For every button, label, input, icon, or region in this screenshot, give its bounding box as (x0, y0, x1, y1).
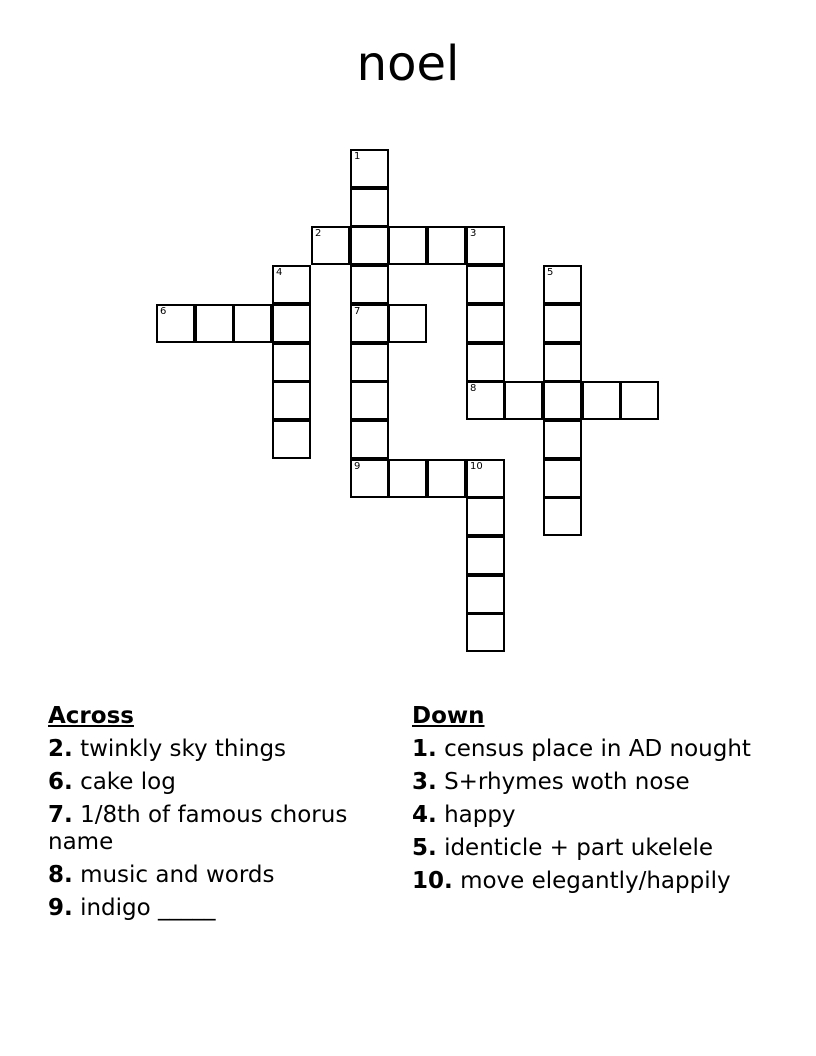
down-clue-3: 3. S+rhymes woth nose (412, 769, 690, 795)
clue-number: 1 (354, 151, 361, 162)
grid-cell[interactable] (388, 304, 427, 343)
grid-cell[interactable] (272, 381, 311, 420)
grid-cell[interactable] (350, 265, 389, 304)
grid-cell[interactable] (388, 459, 427, 498)
grid-cell[interactable] (466, 536, 505, 575)
across-clue-8: 8. music and words (48, 862, 275, 888)
clue-number: 8 (470, 383, 477, 394)
grid-cell[interactable] (350, 420, 389, 459)
grid-cell[interactable] (543, 304, 582, 343)
grid-cell[interactable] (388, 226, 427, 265)
across-clue-2: 2. twinkly sky things (48, 736, 287, 762)
down-clue-4: 4. happy (412, 802, 516, 828)
grid-cell[interactable] (466, 304, 505, 343)
grid-cell[interactable] (543, 420, 582, 459)
across-clue-7: 7. 1/8th of famous chorus name (48, 802, 348, 855)
grid-cell[interactable] (427, 226, 466, 265)
clue-number: 6 (160, 306, 167, 317)
page-title: noel (356, 36, 460, 92)
across-clue-9: 9. indigo _____ (48, 895, 216, 921)
down-clue-1: 1. census place in AD nought (412, 736, 751, 762)
grid-cell[interactable] (466, 343, 505, 382)
clue-number: 5 (547, 267, 554, 278)
grid-cell[interactable] (272, 343, 311, 382)
clue-number: 7 (354, 306, 361, 317)
grid-cell[interactable] (582, 381, 621, 420)
down-clue-10: 10. move elegantly/happily (412, 868, 731, 894)
clue-number: 10 (470, 461, 483, 472)
grid-cell[interactable] (620, 381, 659, 420)
grid-cell[interactable] (350, 381, 389, 420)
grid-cell[interactable] (350, 188, 389, 227)
grid-cell[interactable] (543, 497, 582, 536)
across-clues (48, 703, 388, 928)
grid-cell[interactable] (466, 497, 505, 536)
down-clues (412, 703, 752, 901)
grid-cell[interactable] (311, 226, 350, 265)
grid-cell[interactable] (543, 343, 582, 382)
grid-cell[interactable] (272, 265, 311, 304)
grid-cell[interactable] (466, 575, 505, 614)
grid-cell[interactable] (466, 381, 505, 420)
grid-cell[interactable] (466, 226, 505, 265)
grid-cell[interactable] (350, 149, 389, 188)
grid-cell[interactable] (543, 381, 582, 420)
grid-cell[interactable] (466, 613, 505, 652)
grid-cell[interactable] (543, 459, 582, 498)
grid-cell[interactable] (350, 304, 389, 343)
grid-cell[interactable] (195, 304, 234, 343)
grid-cell[interactable] (466, 265, 505, 304)
across-heading: Across (48, 703, 134, 729)
clue-number: 2 (315, 228, 322, 239)
grid-cell[interactable] (543, 265, 582, 304)
grid-cell[interactable] (466, 459, 505, 498)
grid-cell[interactable] (350, 459, 389, 498)
down-heading: Down (412, 703, 485, 729)
grid-cell[interactable] (156, 304, 195, 343)
across-clue-6: 6. cake log (48, 769, 176, 795)
grid-cell[interactable] (272, 304, 311, 343)
grid-cell[interactable] (427, 459, 466, 498)
grid-cell[interactable] (350, 343, 389, 382)
clue-number: 9 (354, 461, 361, 472)
clue-number: 3 (470, 228, 477, 239)
grid-cell[interactable] (504, 381, 543, 420)
grid-cell[interactable] (272, 420, 311, 459)
grid-cell[interactable] (350, 226, 389, 265)
clue-number: 4 (276, 267, 283, 278)
grid-cell[interactable] (233, 304, 272, 343)
down-clue-5: 5. identicle + part ukelele (412, 835, 714, 861)
